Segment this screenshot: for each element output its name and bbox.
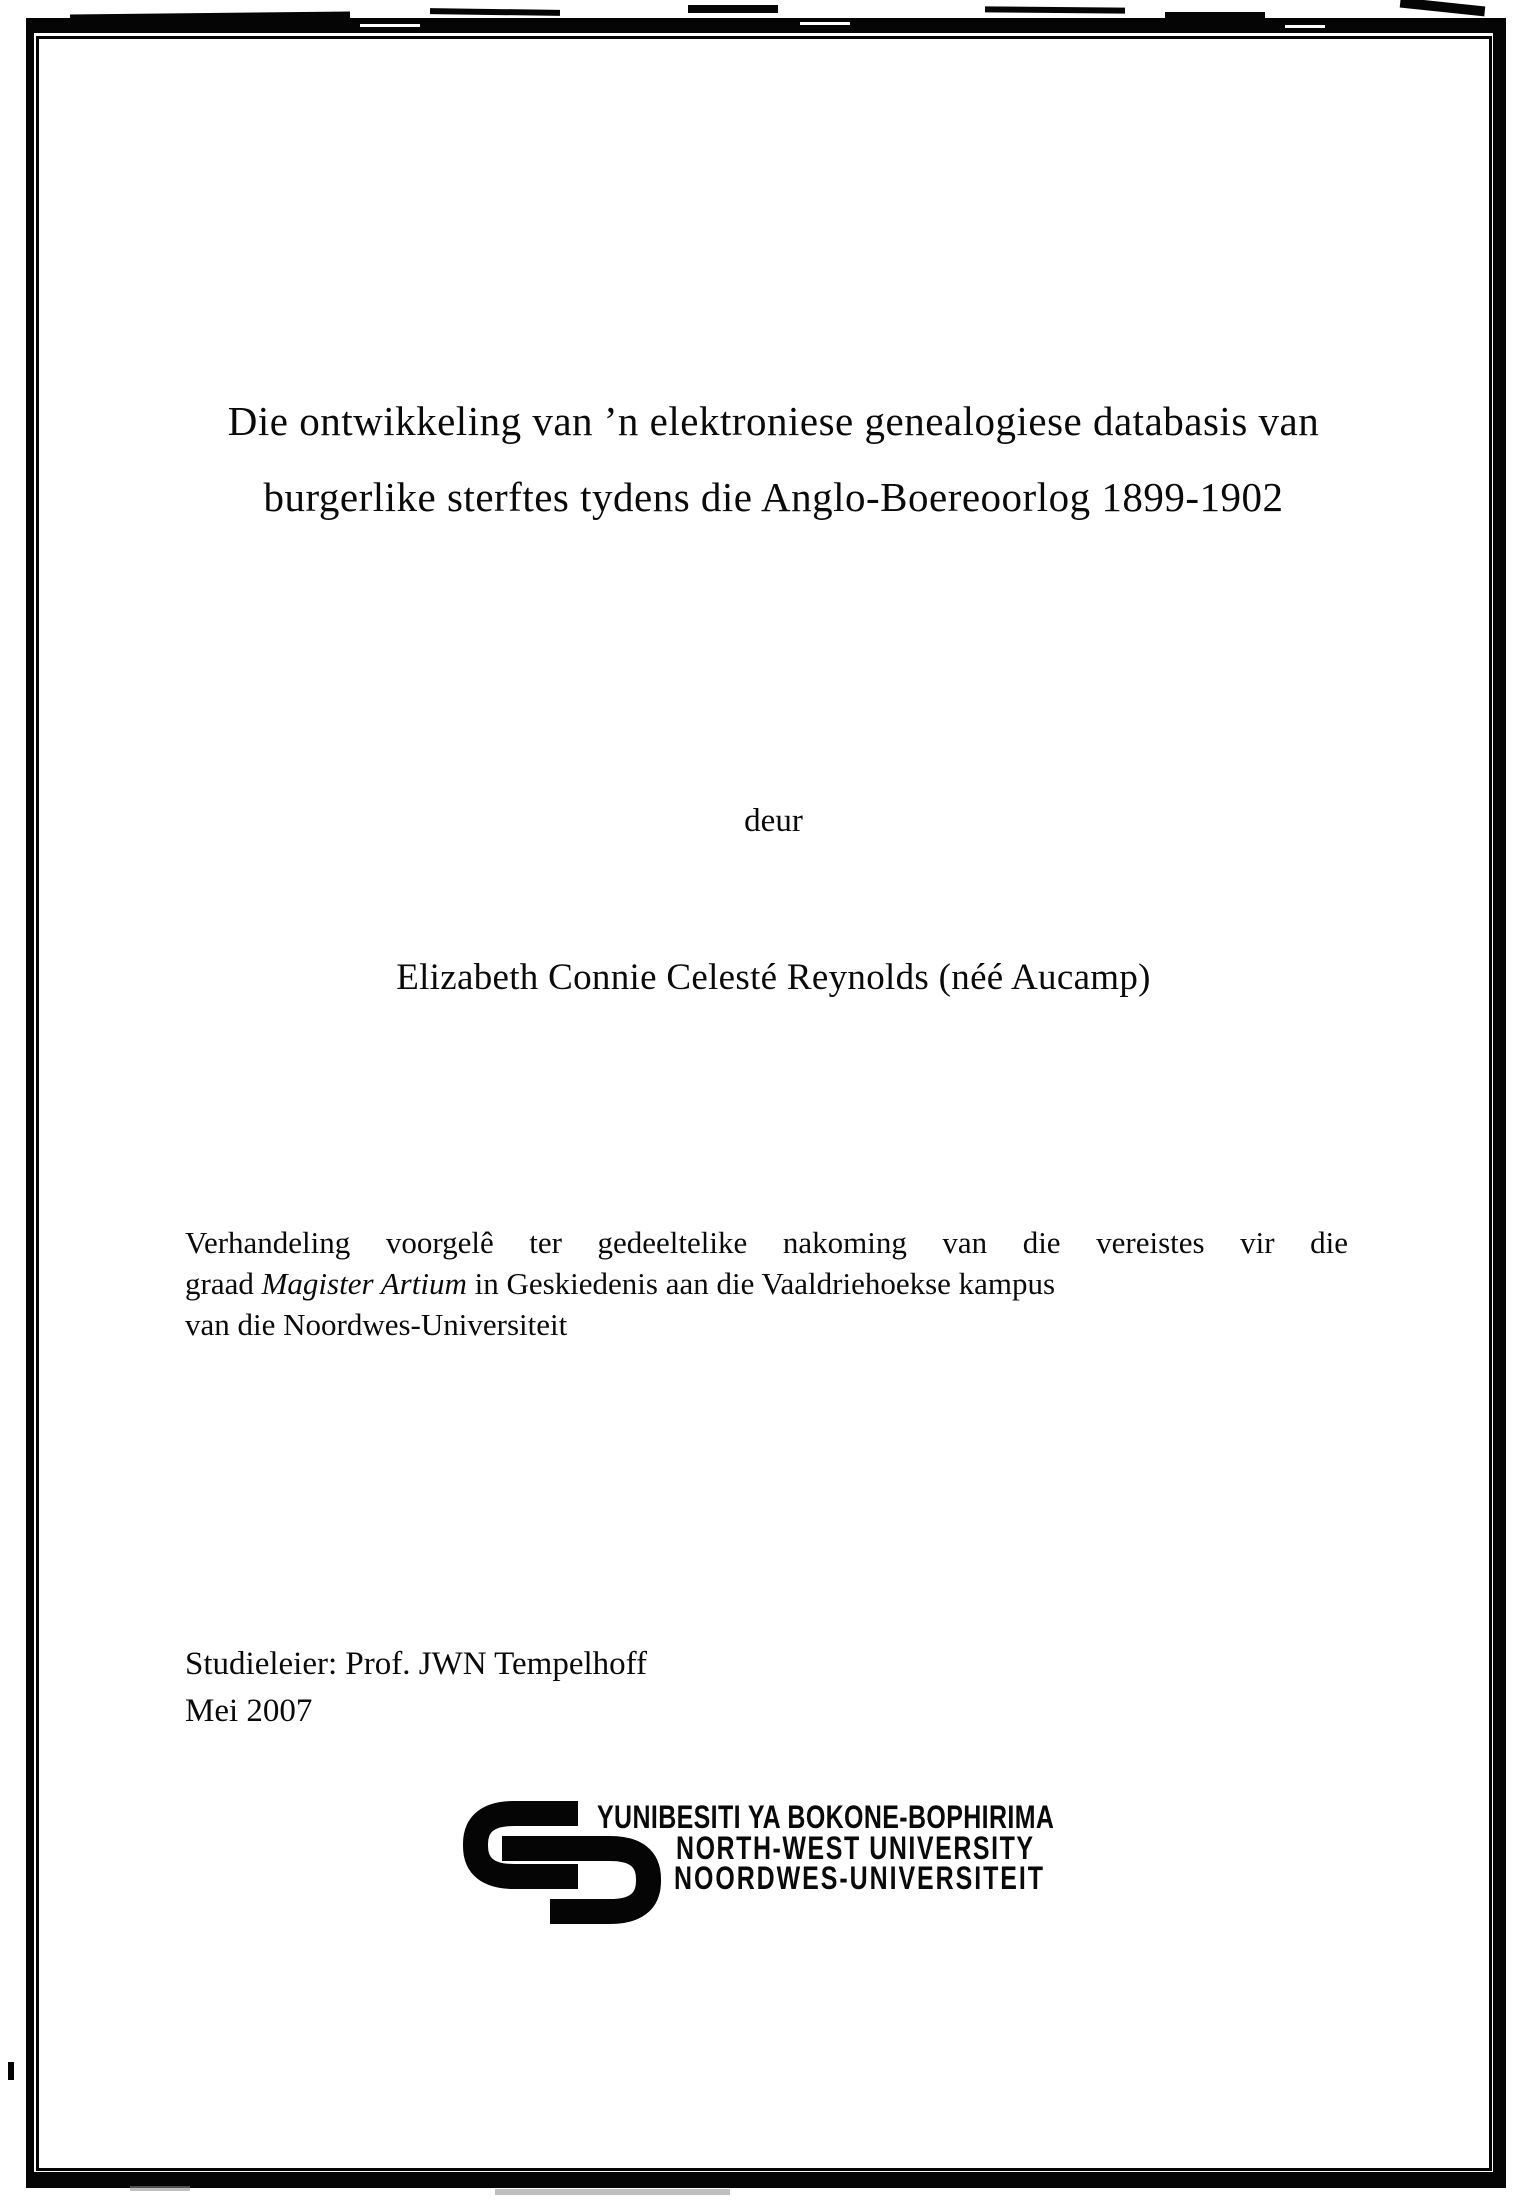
scan-artifact	[800, 22, 850, 25]
degree-statement-line2-post: in Geskiedenis aan die Vaaldriehoekse kampus	[466, 1266, 1056, 1301]
supervisor-line: Studieleier: Prof. JWN Tempelhoff	[185, 1646, 648, 1682]
logo-text-english: NORTH-WEST UNIVERSITY	[676, 1830, 1035, 1866]
byline-label: deur	[744, 803, 803, 839]
scan-artifact	[130, 2186, 190, 2191]
thesis-title-line2: burgerlike sterftes tydens die Anglo-Boereoorlog 1899-1902	[263, 474, 1284, 520]
scan-artifact	[360, 24, 420, 27]
date-line: Mei 2007	[185, 1693, 313, 1729]
degree-statement-line3: van die Noordwes-Universiteit	[185, 1307, 568, 1342]
degree-statement-line1: Verhandeling voorgelê ter gedeeltelike nakoming van die vereistes vir die	[185, 1225, 1348, 1260]
scan-artifact	[688, 5, 778, 13]
thesis-title-line1: Die ontwikkeling van ’n elektroniese genealogiese databasis van	[227, 398, 1320, 444]
scan-artifact	[1165, 12, 1265, 18]
scan-artifact	[430, 8, 560, 16]
degree-statement-line2-pre: graad	[185, 1266, 262, 1301]
degree-statement	[185, 1222, 1348, 1345]
scan-artifact	[1285, 25, 1325, 28]
logo-text-afrikaans: NOORDWES-UNIVERSITEIT	[674, 1860, 1045, 1896]
supervisor-block	[185, 1641, 647, 1735]
thesis-title	[20, 398, 1527, 520]
logo-text-setswana: YUNIBESITI YA BOKONE-BOPHIRIMA	[597, 1799, 1055, 1835]
degree-name: Magister Artium	[261, 1266, 467, 1301]
degree-statement-line2	[185, 1263, 1348, 1304]
scan-artifact	[495, 2189, 730, 2195]
scan-artifact	[8, 2062, 14, 2080]
author-name: Elizabeth Connie Celesté Reynolds (néé Aucamp)	[396, 957, 1151, 998]
scan-artifact	[1400, 0, 1486, 16]
scan-artifact	[985, 6, 1125, 13]
